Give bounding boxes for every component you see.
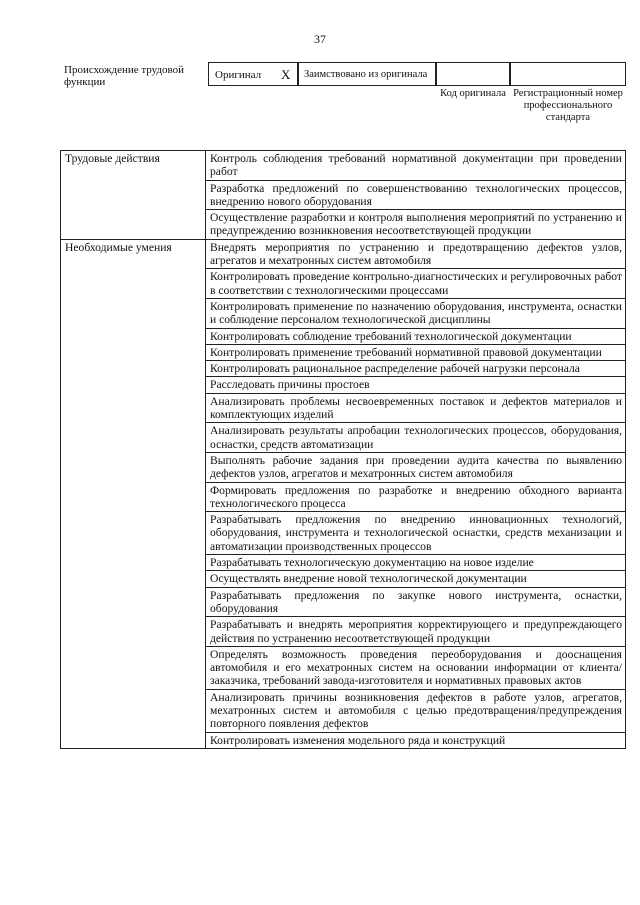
section-item: Контролировать применение требований нормативной правовой документации bbox=[206, 344, 626, 360]
section-item: Осуществлять внедрение новой технологической документации bbox=[206, 571, 626, 587]
reg-number-cell bbox=[510, 62, 626, 86]
reg-number-caption: Регистрационный номер профессионального стандарта bbox=[513, 88, 623, 123]
section-item: Анализировать проблемы несвоевременных поставок и дефектов материалов и комплектующих изделий bbox=[206, 393, 626, 423]
section-item: Осуществление разработки и контроля выполнения мероприятий по устранению и предупреждению возникновения несоответствующей продукции bbox=[206, 210, 626, 240]
section-item: Разрабатывать технологическую документацию на новое изделие bbox=[206, 555, 626, 571]
code-caption: Код оригинала bbox=[440, 88, 506, 99]
section-item: Контролировать изменения модельного ряда и конструкций bbox=[206, 732, 626, 748]
section-item: Выполнять рабочие задания при проведении аудита качества по выявлению дефектов узлов, агрегатов и мехатронных систем автомобиля bbox=[206, 452, 626, 482]
section-item: Внедрять мероприятия по устранению и предотвращению дефектов узлов, агрегатов и мехатронных систем автомобиля bbox=[206, 239, 626, 269]
section-item: Разрабатывать предложения по внедрению инновационных технологий, оборудования, инструмента и технологической оснастки, средств механизации и автоматизации производственных процессов bbox=[206, 512, 626, 555]
section-item: Анализировать результаты апробации технологических процессов, оборудования, оснастки, средств автоматизации bbox=[206, 423, 626, 453]
section-item: Контроль соблюдения требований нормативной документации при проведении работ bbox=[206, 151, 626, 181]
section-item: Разработка предложений по совершенствованию технологических процессов, внедрению нового оборудования bbox=[206, 180, 626, 210]
section-item: Контролировать применение по назначению оборудования, инструмента, оснастки и соблюдение персоналом технологической дисциплины bbox=[206, 298, 626, 328]
original-mark: X bbox=[281, 67, 291, 82]
section-item: Формировать предложения по разработке и внедрению обходного варианта технологического процесса bbox=[206, 482, 626, 512]
borrowed-label: Заимствовано из оригинала bbox=[304, 69, 428, 80]
section-item: Контролировать проведение контрольно-диагностических и регулировочных работ в соответствии с технологическими процессами bbox=[206, 269, 626, 299]
table-row bbox=[61, 151, 626, 181]
labor-function-table bbox=[60, 150, 626, 749]
section-item: Расследовать причины простоев bbox=[206, 377, 626, 393]
table-row bbox=[61, 239, 626, 269]
section-item: Контролировать рациональное распределение рабочей нагрузки персонала bbox=[206, 361, 626, 377]
section-item: Разрабатывать предложения по закупке нового инструмента, оснастки, оборудования bbox=[206, 587, 626, 617]
section-item: Разрабатывать и внедрять мероприятия корректирующего и предупреждающего действия по устранению несоответствующей продукции bbox=[206, 617, 626, 647]
section-item: Определять возможность проведения переоборудования и дооснащения автомобиля и его мехатронных систем на основании информации от клиента/заказчика, требований завода-изготовителя и нормативных правовых актов bbox=[206, 646, 626, 689]
section-title: Необходимые умения bbox=[61, 239, 206, 748]
section-title: Трудовые действия bbox=[61, 151, 206, 240]
code-cell bbox=[436, 62, 510, 86]
section-item: Анализировать причины возникновения дефектов в работе узлов, агрегатов, мехатронных систем и автомобиля с целью предотвращения/предупреждения повторного появления дефектов bbox=[206, 689, 626, 732]
original-label: Оригинал bbox=[215, 69, 262, 81]
original-cell bbox=[208, 62, 298, 86]
page-number: 37 bbox=[314, 32, 326, 46]
origin-label: Происхождение трудовой функции bbox=[64, 64, 185, 88]
borrowed-cell bbox=[298, 62, 436, 86]
section-item: Контролировать соблюдение требований технологической документации bbox=[206, 328, 626, 344]
